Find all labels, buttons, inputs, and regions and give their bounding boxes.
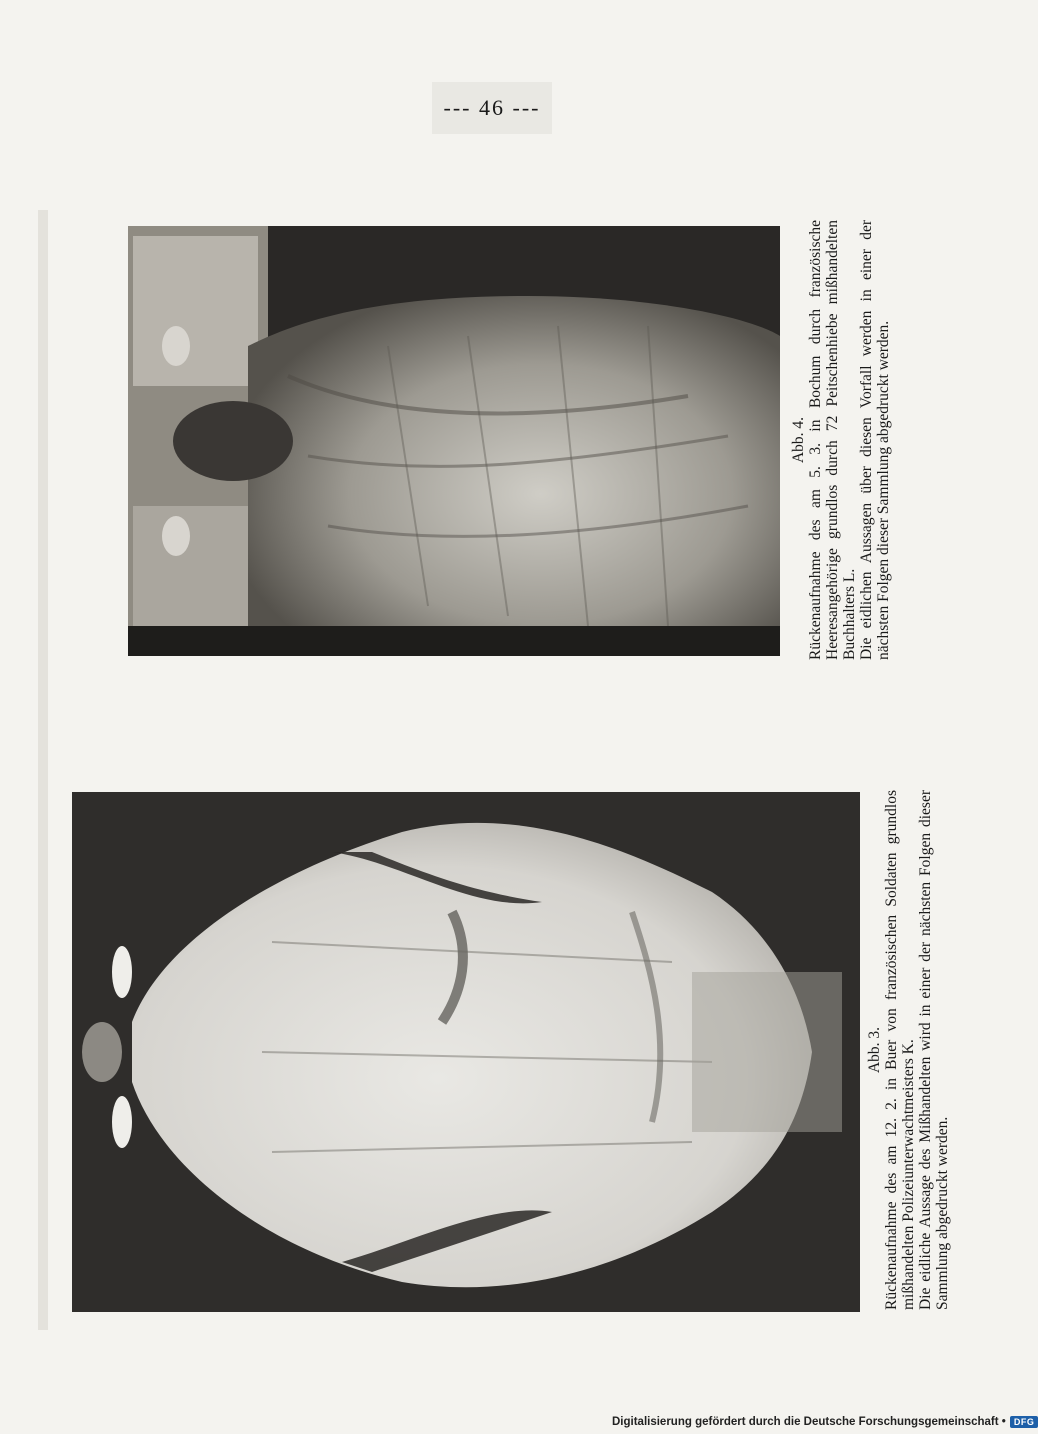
caption-abb3-text: Rückenaufnahme des am 12. 2. in Buer von französischen Soldaten grundlos mißhandelten Polizeiunterwachtmeisters K.	[883, 790, 917, 1310]
caption-abb4-label: Abb. 4.	[790, 416, 807, 464]
scan-margin-shadow	[38, 210, 48, 1330]
photo-abb4-image	[128, 226, 780, 656]
footer-text: Digitalisierung gefördert durch die Deutsche Forschungsgemeinschaft •	[612, 1416, 1006, 1428]
caption-abb3-label: Abb. 3.	[866, 1026, 883, 1074]
caption-abb4-text: Rückenaufnahme des am 5. 3. in Bochum durch französische Heeresangehörige grundlos durch 72 Peitschenhiebe mißhandelten Buchhalters L.	[807, 220, 858, 660]
caption-abb3	[866, 790, 951, 1310]
page-number: --- 46 ---	[432, 82, 552, 134]
photo-abb3-image	[72, 792, 860, 1312]
caption-abb3-note: Die eidliche Aussage des Mißhandelten wird in einer der nächsten Folgen dieser Sammlung abgedruckt werden.	[917, 790, 951, 1310]
caption-abb4-note: Die eidlichen Aussagen über diesen Vorfall werden in einer der nächsten Folgen dieser Sammlung abgedruckt werden.	[858, 220, 892, 660]
caption-abb4	[790, 220, 892, 660]
footer-credit	[612, 1413, 1035, 1431]
photo-abb3	[72, 792, 860, 1312]
dfg-logo-icon: DFG	[1010, 1416, 1038, 1428]
photo-abb4	[128, 226, 780, 656]
